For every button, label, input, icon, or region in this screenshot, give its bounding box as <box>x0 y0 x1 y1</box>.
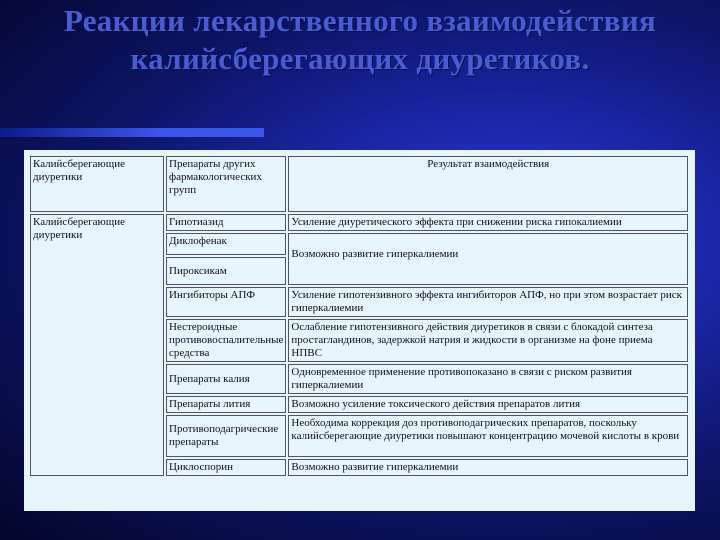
drug-cell: Пироксикам <box>166 257 286 285</box>
header-other-drugs: Препараты других фармакологических групп <box>166 156 286 212</box>
result-cell: Усиление диуретического эффекта при снижении риска гипокалиемии <box>288 214 688 231</box>
result-cell: Усиление гипотензивного эффекта ингибиторов АПФ, но при этом возрастает риск гиперкалиемии <box>288 287 688 317</box>
slide-title <box>0 2 720 78</box>
header-result: Результат взаимодействия <box>288 156 688 212</box>
result-cell: Возможно усиление токсического действия препаратов лития <box>288 396 688 413</box>
result-cell: Одновременное применение противопоказано в связи с риском развития гиперкалиемии <box>288 364 688 394</box>
result-cell: Ослабление гипотензивного действия диуретиков в связи с блокадой синтеза простагландинов, задержкой натрия и жидкости в организме на фоне приема НПВС <box>288 319 688 362</box>
interaction-table <box>28 154 690 478</box>
drug-cell: Препараты калия <box>166 364 286 394</box>
drug-cell: Нестероидные противовоспалительные средства <box>166 319 286 362</box>
table-header-row <box>30 156 688 212</box>
drug-cell: Гипотиазид <box>166 214 286 231</box>
drug-cell: Диклофенак <box>166 233 286 255</box>
drug-cell: Противоподагрические препараты <box>166 415 286 457</box>
result-cell: Возможно развитие гиперкалиемии <box>288 233 688 285</box>
drug-cell: Циклоспорин <box>166 459 286 476</box>
table-panel <box>24 150 695 511</box>
drug-cell: Препараты лития <box>166 396 286 413</box>
header-diuretics: Калийсберегающие диуретики <box>30 156 164 212</box>
result-cell: Необходима коррекция доз противоподагрических препаратов, поскольку калийсберегающие диуретики повышают концентрацию мочевой кислоты в крови <box>288 415 688 457</box>
slide-title-line-2: калийсберегающих диуретиков. <box>130 41 590 76</box>
table-row <box>30 214 688 231</box>
group-label-cell: Калийсберегающие диуретики <box>30 214 164 476</box>
result-cell: Возможно развитие гиперкалиемии <box>288 459 688 476</box>
accent-bar <box>0 128 264 137</box>
slide-title-line-1: Реакции лекарственного взаимодействия <box>63 3 657 38</box>
drug-cell: Ингибиторы АПФ <box>166 287 286 317</box>
